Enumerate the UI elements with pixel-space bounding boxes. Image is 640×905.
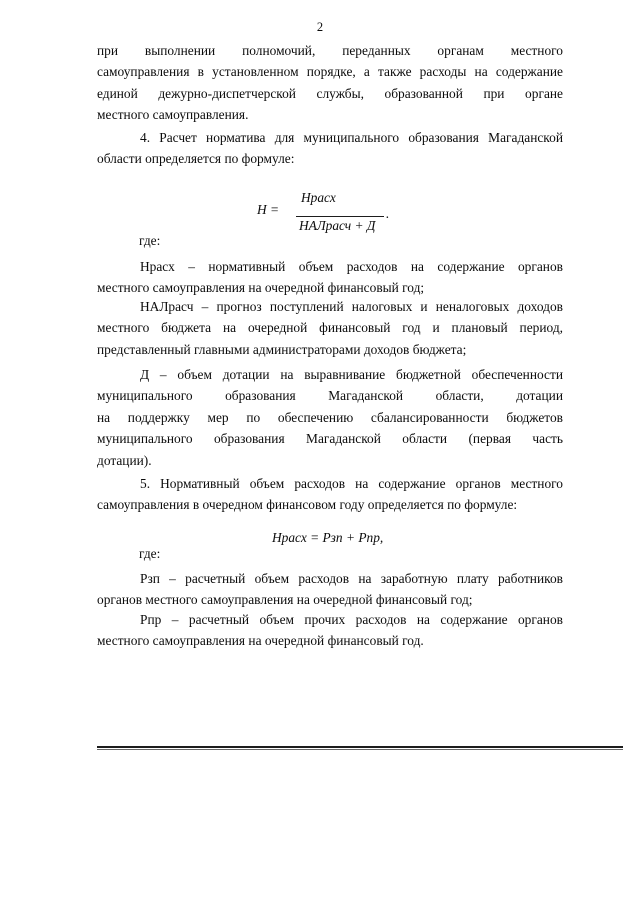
- text-line: самоуправления в установленном порядке, а также расходы на содержание: [97, 64, 563, 80]
- text-line: местного самоуправления на очередной финансовый год;: [97, 280, 425, 296]
- page-number: 2: [316, 20, 324, 34]
- text-line: единой дежурно-диспетчерской службы, образованной при органе: [97, 85, 563, 101]
- where-label: где:: [139, 233, 161, 248]
- text-line: области определяется по формуле:: [97, 151, 295, 167]
- text-line: Рзп – расчетный объем расходов на заработную плату работников: [140, 571, 563, 586]
- definition-d: [97, 364, 563, 471]
- formula-lhs: Н =: [257, 202, 280, 217]
- bottom-divider-shadow: [97, 749, 623, 750]
- where-label: где:: [139, 546, 161, 561]
- definition-rzp: [97, 568, 563, 611]
- text-line: местного самоуправления на очередной финансовый год.: [97, 633, 424, 649]
- bottom-divider: [97, 746, 623, 748]
- text-line: Нрасх – нормативный объем расходов на содержание органов: [140, 259, 563, 274]
- text-line: муниципального образования Магаданской области, дотации: [97, 388, 563, 404]
- text-line: самоуправления в очередном финансовом году определяется по формуле:: [97, 497, 518, 513]
- text-line: дотации).: [97, 452, 152, 468]
- formula-denominator: НАЛрасч + Д: [299, 218, 376, 233]
- text-line: при выполнении полномочий, переданных органам местного: [97, 43, 563, 58]
- text-line: НАЛрасч – прогноз поступлений налоговых и неналоговых доходов: [140, 299, 563, 314]
- text-line: 5. Нормативный объем расходов на содержание органов местного: [140, 476, 563, 491]
- text-line: на поддержку мер по обеспечению сбалансированности бюджетов: [97, 409, 563, 425]
- text-line: представленный главными администраторами доходов бюджета;: [97, 341, 467, 357]
- formula-dot: .: [386, 206, 390, 221]
- fraction-bar: [296, 216, 384, 217]
- text-line: местного самоуправления.: [97, 107, 249, 123]
- text-line: местного бюджета на очередной финансовый год и плановый период,: [97, 320, 563, 336]
- formula-expenses: Нрасх = Рзп + Рпр,: [272, 530, 384, 545]
- definition-rpr: [97, 609, 563, 652]
- text-line: Рпр – расчетный объем прочих расходов на содержание органов: [140, 612, 563, 627]
- text-line: муниципального образования Магаданской области (первая часть: [97, 431, 563, 447]
- text-line: 4. Расчет норматива для муниципального образования Магаданской: [140, 130, 563, 145]
- text-line: органов местного самоуправления на очередной финансовый год;: [97, 592, 473, 608]
- text-line: Д – объем дотации на выравнивание бюджетной обеспеченности: [140, 367, 563, 382]
- definition-nalrasch: [97, 296, 563, 360]
- formula-numerator: Нрасх: [301, 190, 336, 205]
- paragraph-continuation: [97, 40, 563, 126]
- definition-nrash: [97, 256, 563, 299]
- paragraph-5: [97, 473, 563, 516]
- paragraph-4: [97, 127, 563, 170]
